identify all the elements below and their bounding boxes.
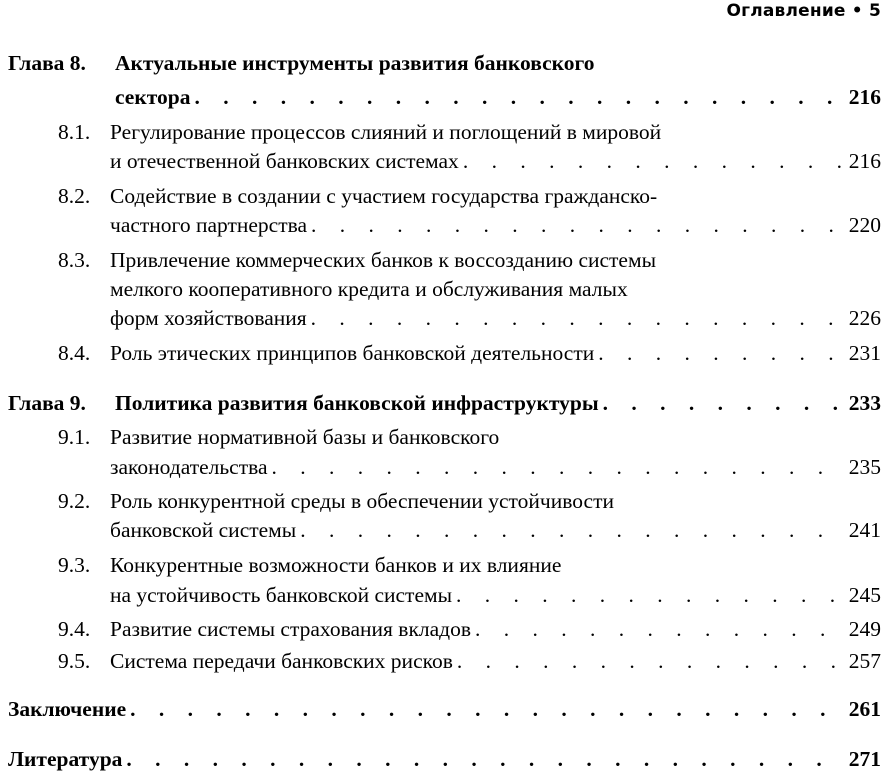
section-number: 8.3. [58, 248, 91, 272]
section-number: 8.1. [58, 120, 91, 144]
page-number: 231 [848, 341, 881, 365]
section-entry-line[interactable] [110, 117, 881, 147]
section-entry-line[interactable] [110, 422, 881, 452]
section-entry-line[interactable] [110, 274, 881, 304]
section-entry-line[interactable] [110, 181, 881, 211]
section-entry-line[interactable] [110, 486, 881, 516]
dot-leader [598, 338, 843, 368]
section-entry-line[interactable] [110, 550, 881, 580]
section-entry-line[interactable] [110, 452, 881, 482]
page-number: 220 [848, 213, 881, 237]
chapter-entry-line[interactable] [115, 82, 881, 112]
dot-leader [311, 303, 843, 333]
entry-title: Заключение [8, 697, 127, 721]
page-number: 271 [848, 747, 881, 771]
section-entry-line[interactable] [110, 210, 881, 240]
dot-leader [463, 146, 843, 176]
entry-title: Система передачи банковских рисков [110, 649, 453, 673]
section-number: 9.4. [58, 617, 91, 641]
section-entry-line[interactable] [110, 338, 881, 368]
entry-title: Литература [8, 747, 123, 771]
section-number: 9.5. [58, 649, 91, 673]
entry-title: и отечественной банковских системах [110, 149, 459, 173]
section-number: 9.3. [58, 553, 91, 577]
entry-title: Содействие в создании с участием государства гражданско- [110, 184, 658, 208]
page-number: 249 [848, 617, 881, 641]
entry-title: Роль конкурентной среды в обеспечении устойчивости [110, 489, 614, 513]
dot-leader [456, 580, 843, 610]
part-entry-line[interactable] [8, 744, 881, 774]
dot-leader [130, 694, 843, 724]
entry-title: Актуальные инструменты развития банковского [115, 51, 595, 75]
section-entry-line[interactable] [110, 515, 881, 545]
entry-title: частного партнерства [110, 213, 308, 237]
page-number: 241 [848, 518, 881, 542]
entry-title: Конкурентные возможности банков и их влияние [110, 553, 562, 577]
chapter-entry-line[interactable] [115, 388, 881, 418]
dot-leader [126, 744, 842, 774]
dot-leader [194, 82, 842, 112]
dot-leader [603, 388, 843, 418]
entry-title: Политика развития банковской инфраструктуры [115, 391, 599, 415]
chapter-number: Глава 8. [8, 51, 86, 75]
entry-title: Привлечение коммерческих банков к воссозданию системы [110, 248, 657, 272]
section-number: 8.4. [58, 341, 91, 365]
page-number: 233 [848, 391, 881, 415]
dot-leader [272, 452, 843, 482]
page-number: 216 [848, 149, 881, 173]
page-number: 245 [848, 583, 881, 607]
entry-title: мелкого кооперативного кредита и обслуживания малых [110, 277, 628, 301]
running-header: Оглавление • 5 [726, 1, 881, 21]
section-number: 8.2. [58, 184, 91, 208]
dot-leader [300, 515, 843, 545]
section-entry-line[interactable] [110, 580, 881, 610]
chapter-entry-line[interactable] [115, 48, 881, 78]
entry-title: Развитие нормативной базы и банковского [110, 425, 500, 449]
section-entry-line[interactable] [110, 245, 881, 275]
entry-title: Роль этических принципов банковской деятельности [110, 341, 595, 365]
page-number: 226 [848, 306, 881, 330]
section-entry-line[interactable] [110, 646, 881, 676]
section-entry-line[interactable] [110, 614, 881, 644]
entry-title: Регулирование процессов слияний и поглощений в мировой [110, 120, 662, 144]
section-entry-line[interactable] [110, 146, 881, 176]
dot-leader [457, 646, 843, 676]
section-number: 9.2. [58, 489, 91, 513]
entry-title: законодательства [110, 455, 268, 479]
chapter-number: Глава 9. [8, 391, 86, 415]
part-entry-line[interactable] [8, 694, 881, 724]
entry-title: Развитие системы страхования вкладов [110, 617, 471, 641]
page-number: 235 [848, 455, 881, 479]
page-number: 261 [848, 697, 881, 721]
entry-title: форм хозяйствования [110, 306, 307, 330]
page-number: 257 [848, 649, 881, 673]
page-number: 216 [848, 85, 881, 109]
entry-title: на устойчивость банковской системы [110, 583, 453, 607]
entry-title: сектора [115, 85, 191, 109]
section-entry-line[interactable] [110, 303, 881, 333]
entry-title: банковской системы [110, 518, 297, 542]
section-number: 9.1. [58, 425, 91, 449]
dot-leader [475, 614, 843, 644]
dot-leader [311, 210, 843, 240]
